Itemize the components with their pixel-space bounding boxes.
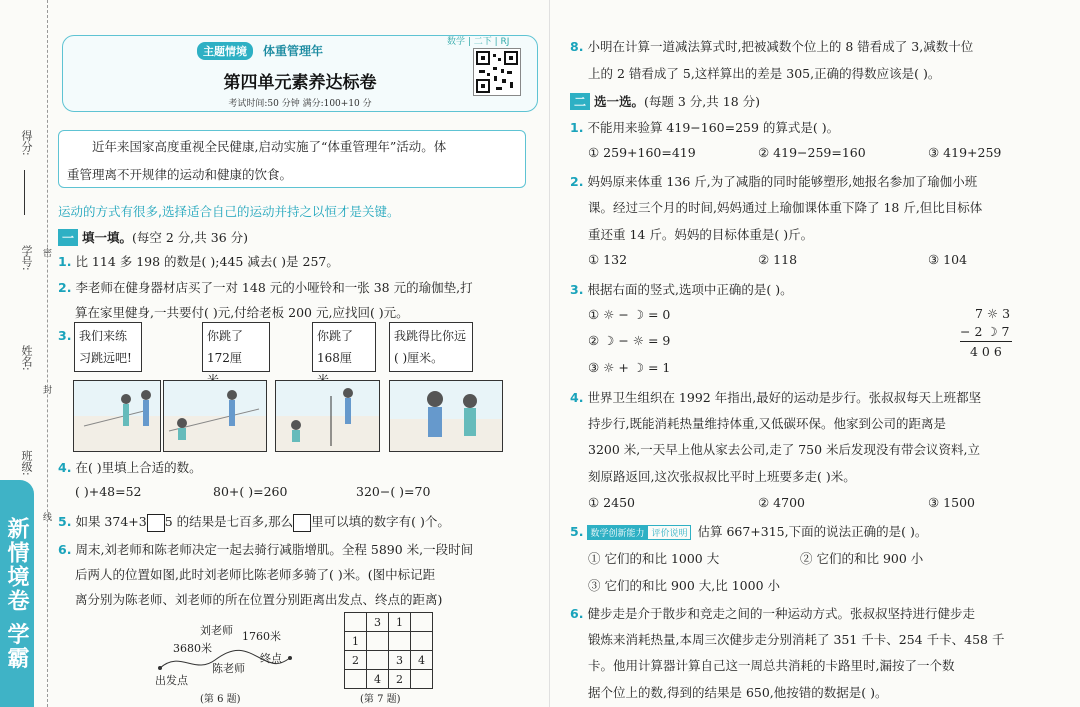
q3-scene-4: [389, 380, 503, 452]
grid-cell: [389, 632, 411, 651]
q4-eq-1: ( )+48=52: [75, 484, 142, 499]
q4-text: 在( )里填上合适的数。: [75, 460, 202, 475]
r4-line-4: 刻原路返回,这次张叔叔比平时上班要多走( )米。: [588, 469, 856, 484]
q4-eq-2: 80+( )=260: [213, 484, 288, 499]
r2-number: 2.: [570, 174, 584, 189]
r6-line-3: 卡。他用计算器计算自己这一周总共消耗的卡路里时,漏按了一个数: [588, 658, 955, 673]
r4-number: 4.: [570, 390, 584, 405]
page-divider: [549, 0, 550, 707]
grid-cell: 1: [345, 632, 367, 651]
q5-answer-box-2[interactable]: [293, 514, 311, 532]
intro-line-1: 近年来国家高度重视全民健康,启动实施了“体重管理年”活动。体: [92, 139, 447, 154]
grid-cell: [367, 651, 389, 670]
grid-cell: 3: [389, 651, 411, 670]
question-8-line-1: [570, 37, 973, 55]
q5-text-a: 如果 374+3: [75, 514, 147, 529]
q6-caption: (第 6 题): [200, 694, 241, 705]
r6-number: 6.: [570, 606, 584, 621]
q6-end-label: 终点: [260, 652, 282, 665]
question-4: [58, 458, 202, 476]
q4-eq-3: 320−( )=70: [356, 484, 431, 499]
r5-badge-2: 评价说明: [647, 525, 691, 540]
q5-text-b: 5 的结果是七百多,那么: [164, 514, 294, 529]
question-6-line-2: 后两人的位置如图,此时刘老师比陈老师多骑了( )米。(图中标记距: [75, 567, 436, 582]
q3-bubble-1: 我们来练习跳远吧!: [74, 322, 142, 372]
q3-bubble-3: 你跳了168厘: [312, 322, 376, 372]
r6-line-2: 锻炼来消耗热量,本周三次健步走分别消耗了 351 千卡、254 千卡、458 千: [588, 632, 1005, 647]
q5-text-c: 里可以填的数字有( )个。: [311, 514, 450, 529]
seal-feng: 封: [41, 385, 51, 394]
binding-gutter: [0, 0, 52, 707]
q2-number: 2.: [58, 280, 72, 295]
q3-bubble-4: 我跳得比你远( )厘米。: [389, 322, 473, 372]
grid-cell: [367, 632, 389, 651]
grid-cell: [345, 613, 367, 632]
r3-vertical-row-2: − 2 ☽ 7: [960, 324, 1010, 339]
question-6-line-3: 离分别为陈老师、刘老师的所在位置分别距离出发点、终点的距离): [75, 592, 443, 607]
r6-text-1: 健步走是介于散步和竞走之间的一种运动方式。张叔叔坚持进行健步走: [587, 606, 975, 621]
grid-cell: 4: [367, 670, 389, 689]
section-1-label: 一: [58, 229, 78, 246]
q1-text: 比 114 多 198 的数是( );445 减去( )是 257。: [75, 254, 339, 269]
question-5: [58, 512, 450, 532]
section-2-label: 二: [570, 93, 590, 110]
q6-text-1: 周末,刘老师和陈老师决定一起去骑行减脂增肌。全程 5890 米,一段时间: [75, 542, 474, 557]
cut-line: [47, 0, 48, 707]
q3-bubble-2: 你跳了172厘: [202, 322, 270, 372]
r2-text-1: 妈妈原来体重 136 斤,为了减脂的同时能够塑形,她报名参加了瑜伽小班: [587, 174, 978, 189]
q8-text-1: 小明在计算一道减法算式时,把被减数个位上的 8 错看成了 3,减数十位: [587, 39, 974, 54]
r-question-4-line-1: [570, 388, 981, 406]
r3-vertical-row-3: 4 0 6: [970, 344, 1002, 359]
q6-liu-label: 刘老师: [200, 624, 233, 637]
q6-distance-2: 1760米: [242, 630, 281, 643]
r-question-5: [570, 522, 927, 540]
r3-text: 根据右面的竖式,选项中正确的是( )。: [587, 282, 793, 297]
section-2-title: 选一选。: [594, 94, 645, 109]
r5-text: 估算 667+315,下面的说法正确的是( )。: [697, 524, 928, 539]
score-line: [24, 170, 25, 215]
exam-meta: 考试时间:50 分钟 满分:100+10 分: [228, 99, 372, 109]
class-label: 班级:: [20, 450, 33, 476]
r2-line-3: 重还重 14 斤。妈妈的目标体重是( )斤。: [588, 227, 814, 242]
exam-title: 第四单元素养达标卷: [223, 73, 377, 93]
q6-diagram: [150, 620, 310, 690]
q2-text-1: 李老师在健身器材店买了一对 148 元的小哑铃和一张 38 元的瑜伽垫,打: [75, 280, 473, 295]
qr-code-icon: [473, 48, 521, 96]
grid-cell: 2: [345, 651, 367, 670]
r4-text-1: 世界卫生组织在 1992 年指出,最好的运动是步行。张叔叔每天上班都坚: [587, 390, 982, 405]
r1-text: 不能用来验算 419−160=259 的算式是( )。: [587, 120, 840, 135]
theme-tag-text: 体重管理年: [263, 44, 324, 58]
q6-number: 6.: [58, 542, 72, 557]
grid-cell: [411, 632, 433, 651]
grid-cell: [411, 670, 433, 689]
r4-line-3: 3200 米,一天早上他从家去公司,走了 750 米后发现没有带会议资料,立: [588, 442, 981, 457]
r5-badge: 数学创新能力: [587, 525, 647, 540]
r-question-1: [570, 118, 839, 136]
r3-option-a[interactable]: ① ☼ − ☽ = 0: [588, 307, 671, 322]
r4-option-a[interactable]: ① 2450: [588, 495, 635, 510]
r2-option-b[interactable]: ② 118: [758, 252, 798, 267]
q7-sudoku-grid: [344, 612, 433, 689]
q3-scene-2: [163, 380, 267, 452]
r1-option-b[interactable]: ② 419−259=160: [758, 145, 866, 160]
q4-number: 4.: [58, 460, 72, 475]
q5-answer-box-1[interactable]: [147, 514, 165, 532]
r3-number: 3.: [570, 282, 584, 297]
q3-scene-3: [275, 380, 380, 452]
r6-line-4: 据个位上的数,得到的结果是 650,他按错的数据是( )。: [588, 685, 888, 700]
question-1: [58, 252, 339, 270]
r5-option-c[interactable]: ③ 它们的和比 900 大,比 1000 小: [588, 578, 781, 593]
question-2-line-2: 算在家里健身,一共要付( )元,付给老板 200 元,应找回( )元。: [75, 305, 409, 320]
grid-cell: [411, 613, 433, 632]
name-label: 姓名:: [20, 345, 33, 371]
r2-line-2: 课。经过三个月的时间,妈妈通过上瑜伽课体重下降了 18 斤,但比目标体: [588, 200, 983, 215]
section-1-note: (每空 2 分,共 36 分): [132, 230, 249, 245]
r5-option-b[interactable]: ② 它们的和比 900 小: [800, 551, 924, 566]
r1-number: 1.: [570, 120, 584, 135]
grid-cell: [345, 670, 367, 689]
grid-cell: 2: [389, 670, 411, 689]
r3-vertical-rule: [960, 341, 1012, 342]
grade-label: 数学 | 二下 | RJ: [447, 37, 510, 47]
r3-option-b[interactable]: ② ☽ − ☼ = 9: [588, 333, 671, 348]
q8-number: 8.: [570, 39, 584, 54]
q1-number: 1.: [58, 254, 72, 269]
r-question-3: [570, 280, 793, 298]
section-2-heading: [570, 92, 760, 110]
theme-tag: 主题情境: [197, 42, 253, 60]
r4-option-c[interactable]: ③ 1500: [928, 495, 975, 510]
q3-scene-1: [73, 380, 161, 452]
brand-strip: 新情境卷 学霸: [0, 480, 34, 707]
r2-option-c[interactable]: ③ 104: [928, 252, 968, 267]
score-label: 得分:: [20, 130, 33, 156]
r1-option-c[interactable]: ③ 419+259: [928, 145, 1002, 160]
student-no-label: 学号:: [20, 245, 33, 271]
q3-number: 3.: [58, 328, 72, 343]
seal-mi: 密: [41, 248, 51, 257]
section-1-heading: [58, 228, 248, 246]
intro-line-2: 重管理离不开规律的运动和健康的饮食。: [67, 167, 293, 182]
q6-distance-1: 3680米: [173, 642, 212, 655]
r1-option-a[interactable]: ① 259+160=419: [588, 145, 696, 160]
grid-cell: 4: [411, 651, 433, 670]
r3-option-c[interactable]: ③ ☼ + ☽ = 1: [588, 360, 671, 375]
intro-box: [58, 130, 526, 188]
question-2-line-1: [58, 278, 473, 296]
r5-number: 5.: [570, 524, 584, 539]
theme-sentence: 运动的方式有很多,选择适合自己的运动并持之以恒才是关键。: [58, 204, 400, 219]
r4-line-2: 持步行,既能消耗热量维持体重,又低碳环保。他家到公司的距离是: [588, 416, 946, 431]
r-question-2-line-1: [570, 172, 977, 190]
r3-vertical-row-1: 7 ☼ 3: [975, 306, 1011, 321]
question-8-line-2: 上的 2 错看成了 5,这样算出的差是 305,正确的得数应该是( )。: [588, 66, 941, 81]
r4-option-b[interactable]: ② 4700: [758, 495, 805, 510]
question-6-line-1: [58, 540, 473, 558]
r-question-6-line-1: [570, 604, 975, 622]
q6-start-label: 出发点: [155, 674, 188, 687]
r2-option-a[interactable]: ① 132: [588, 252, 628, 267]
q7-caption: (第 7 题): [360, 694, 401, 705]
exam-header: [62, 35, 538, 112]
q5-number: 5.: [58, 514, 72, 529]
grid-cell: 3: [367, 613, 389, 632]
grid-cell: 1: [389, 613, 411, 632]
q6-chen-label: 陈老师: [212, 662, 245, 675]
section-2-note: (每题 3 分,共 18 分): [644, 94, 761, 109]
seal-xian: 线: [41, 512, 51, 521]
section-1-title: 填一填。: [82, 230, 133, 245]
r5-option-a[interactable]: ① 它们的和比 1000 大: [588, 551, 720, 566]
